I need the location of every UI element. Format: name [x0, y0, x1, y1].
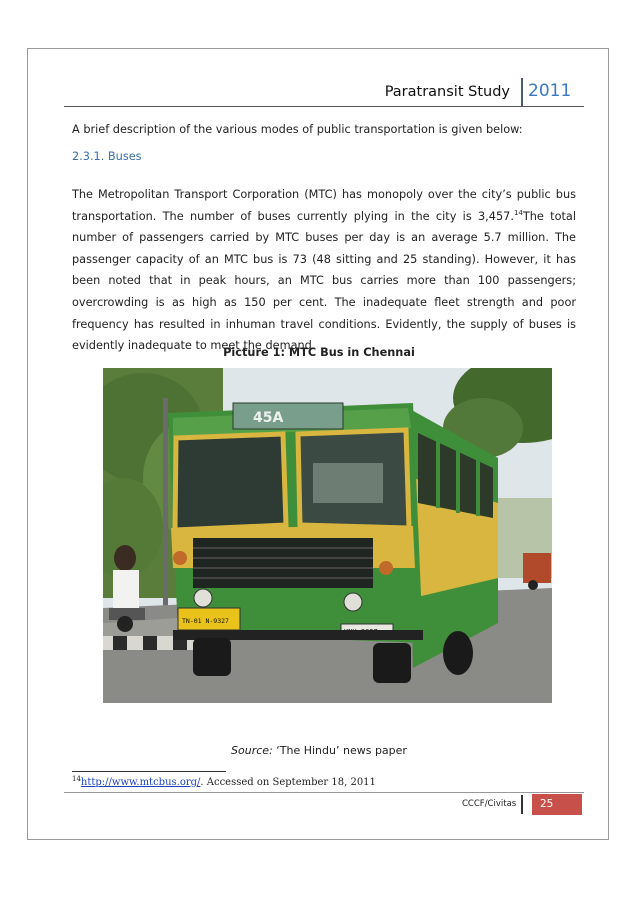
paragraph-part-1: The Metropolitan Transport Corporation (MTC) has monopoly over the city’s public bus transportation. The number of buses currently plying in the city is 3,457. [72, 188, 576, 223]
paragraph-part-2: The total number of passengers carried by MTC buses per day is an average 5.7 million. The passenger capacity of an MTC bus is 73 (48 sitting and 25 standing). However, it has been noted that in peak hours, an MTC bus carries more than 100 passengers; overcrowding is as high as 150 per cent. The inadequate fleet strength and poor frequency has resulted in inhuman travel conditions. Evidently, the supply of buses is evidently inadequate to meet the demand. [72, 209, 576, 353]
footnote-link[interactable]: http://www.mtcbus.org/ [80, 777, 201, 788]
destination-sign: 45A [253, 410, 284, 426]
page-header [300, 78, 600, 106]
intro-text: A brief description of the various modes of public transportation is given below: [72, 123, 523, 136]
footnote-rule [72, 771, 226, 772]
header-separator [521, 78, 523, 106]
footer-rule [64, 792, 584, 793]
front-plate: TN-01 N-9327 [182, 617, 229, 625]
header-year: 2011 [528, 81, 572, 101]
source-label: Source: [231, 744, 273, 757]
header-rule [64, 106, 584, 107]
source-text: ‘The Hindu’ news paper [272, 744, 407, 757]
footer-separator [521, 795, 523, 814]
figure-source [0, 744, 638, 757]
footnote [72, 775, 376, 788]
figure-caption: Picture 1: MTC Bus in Chennai [223, 346, 415, 359]
section-heading: 2.3.1. Buses [72, 150, 142, 163]
footnote-number: 14 [72, 775, 81, 783]
footnote-text: . Accessed on September 18, 2011 [200, 777, 376, 788]
body-paragraph [72, 184, 576, 357]
page-number: 25 [532, 794, 582, 815]
footnote-reference[interactable]: 14 [513, 208, 523, 217]
footer-organization: CCCF/Civitas [462, 799, 517, 809]
bus-photo [103, 368, 552, 703]
header-title: Paratransit Study [384, 84, 510, 100]
